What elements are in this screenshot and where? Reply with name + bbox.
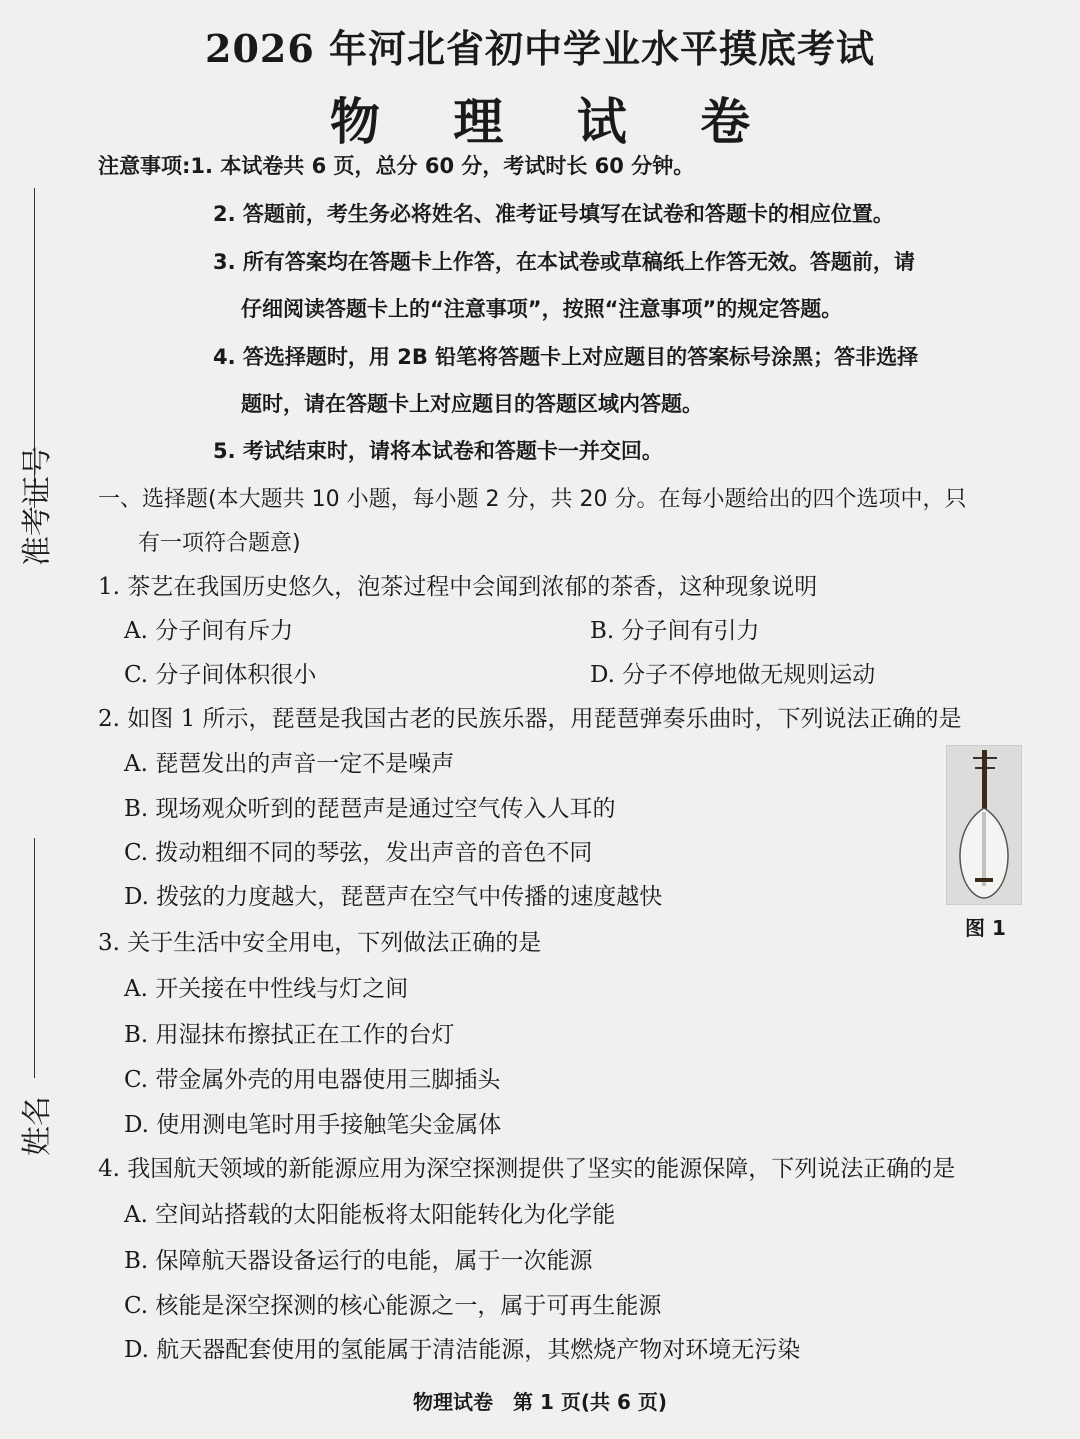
question-1-option-b: B. 分子间有引力: [590, 618, 760, 644]
question-1-option-d: D. 分子不停地做无规则运动: [590, 662, 876, 688]
notice-item-5: 5. 考试结束时，请将本试卷和答题卡一并交回。: [213, 439, 663, 463]
question-1-option-c: C. 分子间体积很小: [124, 662, 317, 688]
pipa-illustration: [947, 746, 1021, 904]
question-4-option-b: B. 保障航天器设备运行的电能，属于一次能源: [124, 1248, 593, 1274]
pipa-figure: [946, 745, 1022, 905]
question-3-option-a: A. 开关接在中性线与灯之间: [124, 976, 409, 1002]
question-2-option-c: C. 拨动粗细不同的琴弦，发出声音的音色不同: [124, 840, 593, 866]
section-heading-line2: 有一项符合题意): [138, 531, 301, 556]
question-1-stem: 1. 茶艺在我国历史悠久，泡茶过程中会闻到浓郁的茶香，这种现象说明: [98, 574, 818, 600]
subject-title: 物 理 试 卷: [329, 92, 779, 151]
question-4-option-d: D. 航天器配套使用的氢能属于清洁能源，其燃烧产物对环境无污染: [124, 1337, 801, 1363]
question-1-option-a: A. 分子间有斥力: [124, 618, 294, 644]
question-4-option-c: C. 核能是深空探测的核心能源之一，属于可再生能源: [124, 1293, 662, 1319]
name-label: 姓名: [20, 1096, 55, 1156]
question-2-option-a: A. 琵琶发出的声音一定不是噪声: [124, 751, 455, 777]
exam-title: 2026 年河北省初中学业水平摸底考试: [205, 26, 875, 71]
question-2-option-d: D. 拨弦的力度越大，琵琶声在空气中传播的速度越快: [124, 884, 663, 910]
page-footer: 物理试卷 第 1 页(共 6 页): [413, 1390, 667, 1414]
question-3-stem: 3. 关于生活中安全用电，下列做法正确的是: [98, 930, 542, 956]
notice-item-4b: 题时，请在答题卡上对应题目的答题区域内答题。: [241, 392, 703, 416]
notice-item-2: 2. 答题前，考生务必将姓名、准考证号填写在试卷和答题卡的相应位置。: [213, 202, 894, 226]
name-line: [34, 838, 35, 1078]
exam-id-label: 准考证号: [20, 446, 55, 566]
notice-item-4a: 4. 答选择题时，用 2B 铅笔将答题卡上对应题目的答案标号涂黑；答非选择: [213, 345, 919, 369]
figure-1-caption: 图 1: [965, 916, 1006, 940]
question-3-option-d: D. 使用测电笔时用手接触笔尖金属体: [124, 1112, 502, 1138]
notice-item-3b: 仔细阅读答题卡上的“注意事项”，按照“注意事项”的规定答题。: [241, 297, 843, 321]
notice-item-1: 注意事项:1. 本试卷共 6 页，总分 60 分，考试时长 60 分钟。: [98, 154, 695, 178]
question-2-stem: 2. 如图 1 所示，琵琶是我国古老的民族乐器，用琵琶弹奏乐曲时，下列说法正确的是: [98, 706, 962, 732]
question-2-option-b: B. 现场观众听到的琵琶声是通过空气传入人耳的: [124, 796, 616, 822]
question-4-stem: 4. 我国航天领域的新能源应用为深空探测提供了坚实的能源保障，下列说法正确的是: [98, 1156, 956, 1182]
question-3-option-b: B. 用湿抹布擦拭正在工作的台灯: [124, 1022, 455, 1048]
notice-item-3a: 3. 所有答案均在答题卡上作答，在本试卷或草稿纸上作答无效。答题前，请: [213, 250, 915, 274]
question-3-option-c: C. 带金属外壳的用电器使用三脚插头: [124, 1067, 501, 1093]
question-4-option-a: A. 空间站搭载的太阳能板将太阳能转化为化学能: [124, 1202, 616, 1228]
section-heading-line1: 一、选择题(本大题共 10 小题，每小题 2 分，共 20 分。在每小题给出的四个选项中，只: [98, 487, 967, 512]
